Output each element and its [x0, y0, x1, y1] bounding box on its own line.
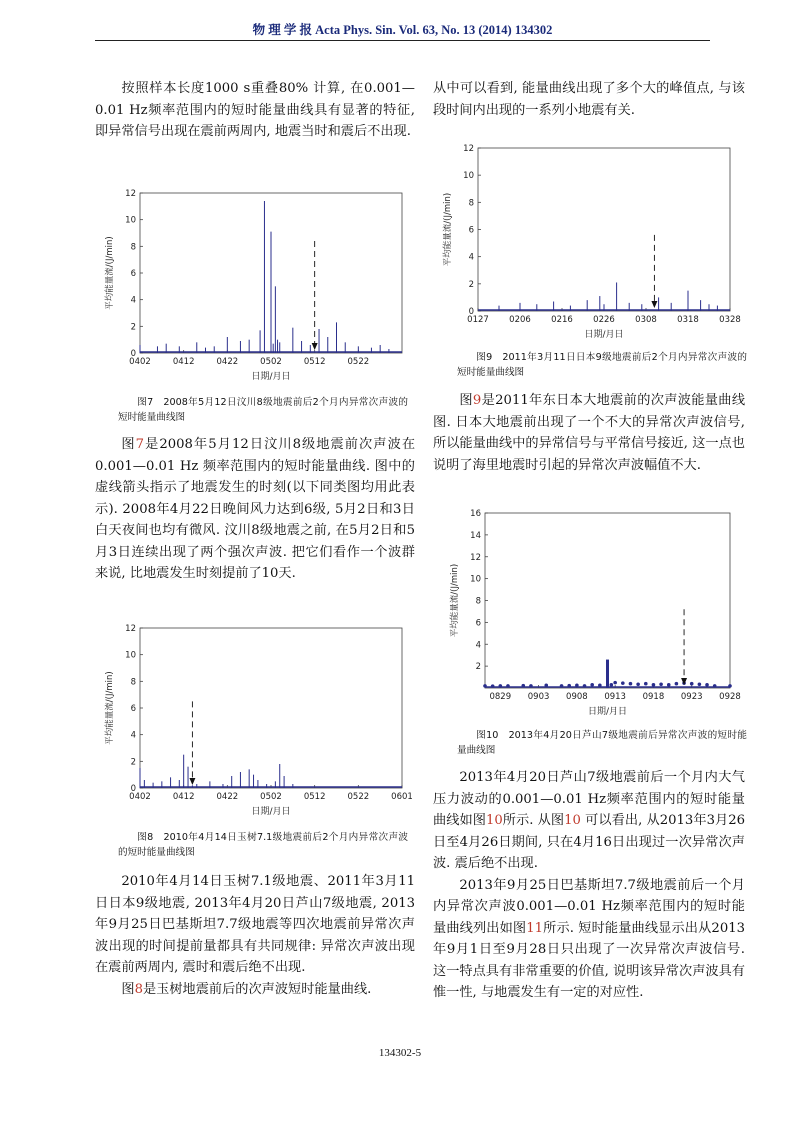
left-paragraph-1: 按照样本长度1000 s重叠80% 计算, 在0.001—0.01 Hz频率范围内的短时能量曲线具有显著的特征, 即异常信号出现在震前两周内, 地震当时和震后不出现.: [95, 81, 415, 139]
data-point: [567, 684, 571, 688]
y-tick-label: 2: [130, 322, 136, 333]
data-point: [652, 683, 656, 687]
figure-8: [95, 620, 415, 829]
data-point: [698, 682, 702, 686]
y-tick-label: 6: [468, 225, 474, 236]
y-tick-label: 8: [475, 596, 481, 607]
rp3-a: 2013年4月20日芦山7级地震前后一个月内大气压力波动的0.001—0.01 Hz频率范围内的短时能量曲线如图: [433, 770, 745, 828]
x-tick-label: 0522: [347, 357, 370, 367]
left-paragraph-3: 2010年4月14日玉树7.1级地震、2011年3月11日日本9级地震, 2013年4月20日芦山7级地震, 2013年9月25日巴基斯坦7.7级地震等四次地震前异常次声波出现的时间提前量都具有共同规律: 异常次声波出现在震前两周内, 震时和震后绝不出现.: [95, 874, 415, 975]
data-point: [521, 684, 525, 688]
data-point: [636, 682, 640, 686]
y-tick-label: 10: [463, 171, 474, 182]
data-point: [529, 684, 533, 688]
x-tick-label: 0412: [172, 357, 195, 367]
left-paragraph-4: [95, 979, 415, 1001]
rp3-c: 可以看出, 从2013年3月26日至4月26日期间, 只在4月16日出现过一次异常次声波. 震后绝不出现.: [433, 813, 746, 871]
left-column-2: [95, 434, 415, 585]
earthquake-arrow-head: [681, 678, 687, 685]
figure-8-ref[interactable]: 8: [134, 981, 143, 997]
data-point: [667, 683, 671, 687]
y-axis-label: 平均能量流/(J/min): [105, 671, 115, 745]
x-tick-label: 0206: [509, 315, 531, 325]
x-tick-label: 0402: [129, 357, 151, 367]
figure-9-ref[interactable]: 9: [472, 393, 482, 408]
x-axis-label: 日期/月日: [587, 707, 628, 717]
right-column-2: [433, 390, 745, 476]
y-tick-label: 0: [130, 349, 136, 359]
right-paragraph-1: 从中可以看到, 能量曲线出现了多个大的峰值点, 与该段时间内出现的一系列小地震有关.: [433, 81, 745, 118]
figure-8-caption: 图8 2010年4月14日玉树7.1级地震前后2个月内异常次声波的短时能量曲线图: [118, 832, 408, 858]
right-paragraph-3: [433, 767, 745, 875]
y-tick-label: 4: [468, 252, 474, 263]
y-tick-label: 2: [130, 757, 136, 768]
data-point: [629, 682, 633, 686]
earthquake-arrow-head: [651, 301, 657, 308]
x-tick-label: 0308: [635, 315, 657, 325]
right-column-3: [433, 767, 745, 1004]
figure-9: [433, 140, 745, 349]
y-axis-label: 平均能量流/(J/min): [450, 563, 460, 638]
x-tick-label: 0928: [719, 692, 741, 702]
header-rule: [95, 40, 710, 41]
y-tick-label: 0: [468, 307, 474, 317]
figure-7-caption-wrap: [118, 395, 408, 425]
x-tick-label: 0328: [719, 315, 741, 325]
y-tick-label: 12: [125, 189, 136, 199]
x-tick-label: 0422: [216, 792, 239, 802]
data-point: [644, 682, 648, 686]
data-point: [560, 684, 564, 688]
left-paragraph-2: [95, 434, 415, 585]
rp2-rest: 是2011年东日本大地震前的次声波能量曲线图. 日本大地震前出现了一个不大的异常次声波信号, 所以能量曲线中的异常信号与平常信号接近, 这一点也说明了海里地震时引起的异常次声波幅值不大.: [433, 393, 746, 473]
data-point: [728, 684, 732, 688]
rp3-b: 所示. 从图: [502, 813, 565, 828]
figure-11-ref[interactable]: 11: [526, 920, 543, 936]
data-point: [659, 682, 663, 686]
y-tick-label: 2: [475, 662, 481, 673]
right-paragraph-2: [433, 390, 745, 476]
y-tick-label: 6: [130, 269, 136, 279]
y-tick-label: 6: [475, 618, 481, 629]
y-tick-label: 12: [125, 624, 136, 634]
y-axis-label: 平均能量流/(J/min): [443, 192, 453, 267]
y-tick-label: 16: [470, 509, 481, 519]
rp2-prefix: 图: [459, 393, 473, 408]
x-axis-label: 日期/月日: [584, 330, 624, 340]
figure-10: [433, 505, 745, 724]
data-point: [713, 684, 717, 688]
p4-rest: 是玉树地震前后的次声波短时能量曲线.: [142, 981, 372, 997]
x-tick-label: 0502: [260, 792, 282, 802]
x-tick-label: 0402: [129, 792, 151, 802]
data-point: [575, 684, 579, 688]
x-tick-label: 0829: [489, 692, 512, 702]
running-header: 物 理 学 报 Acta Phys. Sin. Vol. 63, No. 13 (2014) 134302: [252, 23, 553, 37]
x-axis-label: 日期/月日: [251, 807, 291, 817]
y-tick-label: 10: [125, 215, 136, 226]
y-tick-label: 4: [130, 295, 136, 306]
y-tick-label: 12: [463, 144, 474, 154]
figure-7-chart: [95, 185, 415, 390]
figure-9-caption: 图9 2011年3月11日日本9级地震前后2个月内异常次声波的短时能量曲线图: [457, 352, 747, 378]
figure-10-chart: [433, 505, 745, 720]
data-point: [675, 682, 679, 686]
data-point: [598, 684, 602, 688]
data-point: [583, 684, 587, 688]
figure-7-ref[interactable]: 7: [135, 437, 145, 452]
figure-10-caption-wrap: [457, 728, 747, 758]
earthquake-arrow-head: [312, 343, 318, 350]
figure-10-ref-2[interactable]: 10: [564, 813, 581, 828]
y-tick-label: 10: [470, 574, 481, 585]
x-tick-label: 0226: [593, 315, 615, 325]
x-tick-label: 0422: [216, 357, 239, 367]
figure-8-caption-wrap: [118, 830, 408, 860]
data-point: [544, 684, 548, 688]
y-tick-label: 2: [468, 279, 474, 290]
x-tick-label: 0127: [467, 315, 489, 325]
x-tick-label: 0918: [642, 692, 665, 702]
data-point: [621, 681, 625, 685]
plot-frame: [140, 628, 402, 788]
y-tick-label: 12: [470, 552, 481, 563]
x-tick-label: 0502: [260, 357, 282, 367]
data-point: [506, 684, 510, 688]
x-tick-label: 0913: [604, 692, 626, 702]
figure-8-chart: [95, 620, 415, 825]
p2-rest: 是2008年5月12日汶川8级地震前次声波在0.001—0.01 Hz 频率范围内的短时能量曲线. 图中的虚线箭头指示了地震发生的时刻(以下同类图均用此表示). 2008年4月22日晚间风力达到6级, 5月2日和3日白天夜间也均有微风. 汶川8级地震之前, 在5月2日和5月3日连续出现了两个强次声波. 把它们看作一个波群来说, 比地震发生时刻提前了10天.: [95, 437, 416, 581]
y-tick-label: 6: [130, 704, 136, 714]
rp4-a: 2013年9月25日巴基斯坦7.7级地震前后一个月内异常次声波0.001—0.01 Hz频率范围内的短时能量曲线列出如图: [433, 877, 745, 936]
figure-7-caption: 图7 2008年5月12日汶川8级地震前后2个月内异常次声波的短时能量曲线图: [118, 397, 408, 423]
data-point: [491, 684, 495, 688]
p4-prefix: 图: [121, 981, 135, 997]
y-tick-label: 4: [130, 730, 136, 741]
figure-9-caption-wrap: [457, 350, 747, 380]
right-column: [433, 78, 745, 121]
x-tick-label: 0923: [680, 692, 703, 702]
page-number: 134302-5: [378, 1047, 422, 1059]
figure-9-chart: [433, 140, 745, 345]
y-tick-label: 0: [130, 784, 136, 794]
figure-10-caption: 图10 2013年4月20日芦山7级地震前后异常次声波的短时能量曲线图: [457, 730, 747, 756]
earthquake-arrow-head: [189, 778, 195, 785]
figure-7: [95, 185, 415, 394]
y-tick-label: 8: [468, 198, 474, 209]
rp4-b: 所示. 短时能量曲线显示出从2013年9月1日至9月28日只出现了一次异常次声波信号. 这一特点具有非常重要的价值, 说明该异常次声波具有惟一性, 与地震发生有一定的对应性.: [433, 920, 745, 1000]
x-tick-label: 0512: [303, 792, 326, 802]
x-tick-label: 0216: [551, 315, 573, 325]
y-tick-label: 10: [125, 650, 136, 661]
data-point: [613, 681, 617, 685]
data-point: [590, 683, 594, 687]
x-tick-label: 0318: [677, 315, 699, 325]
x-tick-label: 0522: [347, 792, 370, 802]
data-point: [610, 683, 614, 687]
x-axis-label: 日期/月日: [251, 372, 291, 382]
p2-prefix: 图: [121, 437, 136, 452]
x-tick-label: 0908: [566, 692, 588, 702]
plot-frame: [478, 148, 730, 311]
y-axis-label: 平均能量流/(J/min): [105, 236, 115, 310]
figure-10-ref[interactable]: 10: [485, 813, 503, 828]
right-paragraph-4: [433, 875, 745, 1004]
data-point: [690, 682, 694, 686]
x-tick-label: 0512: [303, 357, 326, 367]
data-point: [705, 683, 709, 687]
y-tick-label: 8: [130, 677, 136, 688]
y-tick-label: 14: [470, 530, 481, 541]
y-tick-label: 4: [475, 640, 481, 651]
x-tick-label: 0601: [391, 792, 413, 802]
y-tick-label: 8: [130, 242, 136, 253]
left-column: [95, 78, 415, 143]
data-point: [499, 684, 503, 688]
spike-bar: [606, 660, 609, 688]
data-point: [483, 684, 487, 688]
x-tick-label: 0903: [527, 692, 550, 702]
x-tick-label: 0412: [172, 792, 195, 802]
left-column-3: [95, 871, 415, 1000]
